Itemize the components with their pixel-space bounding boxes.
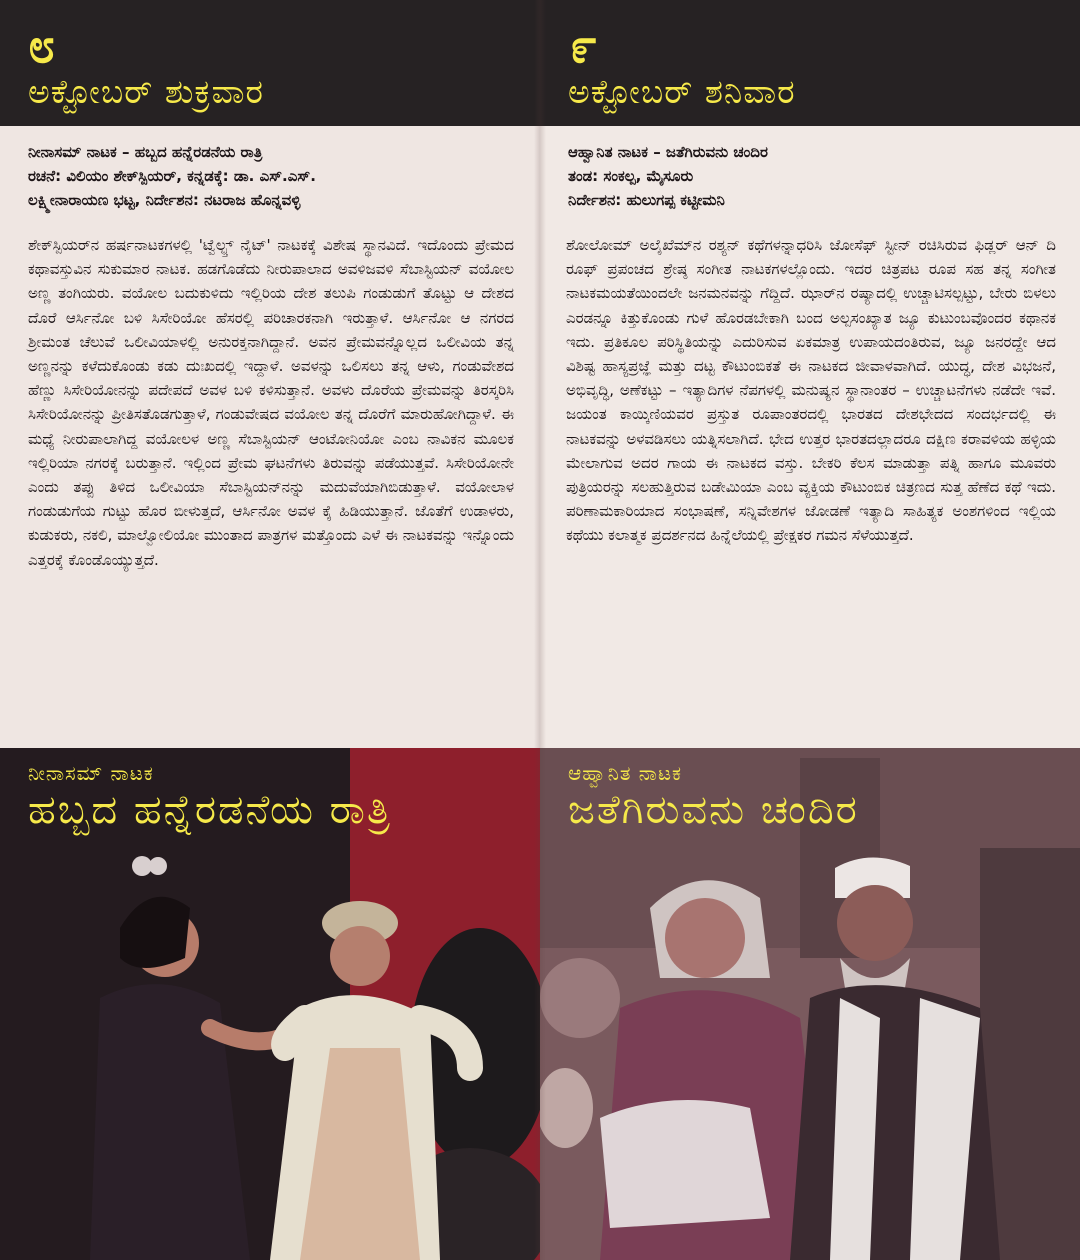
day-number-right: ೯ <box>570 18 597 74</box>
date-banner-left <box>0 0 540 126</box>
photo-title-left: ಹಬ್ಬದ ಹನ್ನೆರಡನೆಯ ರಾತ್ರಿ <box>28 787 392 833</box>
credit-line: ನೀನಾಸಮ್ ನಾಟಕ – ಹಬ್ಬದ ಹನ್ನೆರಡನೆಯ ರಾತ್ರಿ <box>28 143 263 161</box>
day-label-left: ಅಕ್ಟೋಬರ್ ಶುಕ್ರವಾರ <box>28 72 264 111</box>
stage-photo-left <box>0 748 540 1260</box>
day-number-left: ೮ <box>28 18 55 74</box>
day-label-right: ಅಕ್ಟೋಬರ್ ಶನಿವಾರ <box>568 72 796 111</box>
credit-line: ರಚನೆ: ವಿಲಿಯಂ ಶೇಕ್‌ಸ್ಪಿಯರ್, ಕನ್ನಡಕ್ಕೆ: ಡಾ. ಎಸ್.ಎಸ್. <box>28 167 316 185</box>
date-banner-right <box>540 0 1080 126</box>
synopsis-left: ಶೇಕ್‌ಸ್ಪಿಯರ್‌ನ ಹರ್ಷನಾಟಕಗಳಲ್ಲಿ 'ಟ್ವೆಲ್ಫ್ತ್ ನೈಟ್' ನಾಟಕಕ್ಕೆ ವಿಶೇಷ ಸ್ಥಾನವಿದೆ. ಇದೊಂದು ಪ್ರೇಮದ ಕಥಾವಸ್ತುವಿನ ಸುಕುಮಾರ ನಾಟಕ. ಹಡಗೊಡೆದು ನೀರುಪಾಲಾದ ಅವಳಿಜವಳಿ ಸೆಬಾಸ್ಟಿಯನ್ ವಯೋಲ ಅಣ್ಣ ತಂಗಿಯರು. ವಯೋಲ ಬದುಕುಳಿದು ಇಲ್ಲಿರಿಯ ದೇಶ ತಲುಪಿ ಗಂಡುಡುಗೆ ತೊಟ್ಟು ಆ ದೇಶದ ದೊರೆ ಆರ್ಸಿನೋ ಬಳಿ ಸಿಸೇರಿಯೋ ಹೆಸರಲ್ಲಿ ಪರಿಚಾರಕನಾಗಿ ಇರುತ್ತಾಳೆ. ಆರ್ಸಿನೋ ಆ ನಗರದ ಶ್ರೀಮಂತ ಚೆಲುವೆ ಒಲೀವಿಯಾಳಲ್ಲಿ ಅನುರಕ್ತನಾಗಿದ್ದಾನೆ. ಅವನ ಪ್ರೇಮವನ್ನೊಲ್ಲದ ಒಲೀವಿಯ ತನ್ನ ಅಣ್ಣನನ್ನು ಕಳೆದುಕೊಂಡು ಕಡು ದುಃಖದಲ್ಲಿ ಇದ್ದಾಳೆ. ಅವಳನ್ನು ಒಲಿಸಲು ತನ್ನ ಆಳು, ಗಂಡುವೇಶದ ಹೆಣ್ಣು ಸಿಸೇರಿಯೋನನ್ನು ಪದೇಪದೆ ಅವಳ ಬಳಿ ಕಳಿಸುತ್ತಾನೆ. ಅವಳು ದೊರೆಯ ಪ್ರೇಮವನ್ನು ತಿರಸ್ಕರಿಸಿ ಸಿಸೇರಿಯೋನನ್ನು ಪ್ರೀತಿಸತೊಡಗುತ್ತಾಳೆ, ಗಂಡುವೇಷದ ವಯೋಲ ತನ್ನ ದೊರೆಗೆ ಮಾರುಹೋಗಿದ್ದಾಳೆ. ಈ ಮಧ್ಯೆ ನೀರುಪಾಲಾಗಿದ್ದ ವಯೋಲಳ ಅಣ್ಣ ಸೆಬಾಸ್ಟಿಯನ್ ಆಂಟೋನಿಯೋ ಎಂಬ ನಾವಿಕನ ಮೂಲಕ ಇಲ್ಲಿರಿಯಾ ನಗರಕ್ಕೆ ಬರುತ್ತಾನೆ. ಇಲ್ಲಿಂದ ಪ್ರೇಮ ಘಟನೆಗಳು ತಿರುವನ್ನು ಪಡೆಯುತ್ತವೆ. ಸಿಸೇರಿಯೋನೇ ಎಂದು ತಪ್ಪು ತಿಳಿದ ಒಲೀವಿಯಾ ಸೆಬಾಸ್ಟಿಯನ್‌ನನ್ನು ಮದುವೆಯಾಗಿಬಿಡುತ್ತಾಳೆ. ವಯೋಲಾಳ ಗಂಡುಡುಗೆಯ ಗುಟ್ಟು ಹೊರ ಬೀಳುತ್ತದೆ, ಆರ್ಸಿನೋ ಅವಳ ಕೈ ಹಿಡಿಯುತ್ತಾನೆ. ಜೊತೆಗೆ ಉಡಾಳರು, ಕುಡುಕರು, ನಕಲಿ, ಮಾಲ್ವೋಲಿಯೋ ಮುಂತಾದ ಪಾತ್ರಗಳ ಮತ್ತೊಂದು ಎಳೆ ಈ ನಾಟಕವನ್ನು ಇನ್ನೊಂದು ಎತ್ತರಕ್ಕೆ ಕೊಂಡೊಯ್ಯುತ್ತದೆ. <box>28 236 514 569</box>
credit-line: ಆಹ್ವಾನಿತ ನಾಟಕ – ಜತೆಗಿರುವನು ಚಂದಿರ <box>568 143 768 161</box>
photo-kicker-right: ಆಹ್ವಾನಿತ ನಾಟಕ <box>568 761 683 785</box>
play-credits-right <box>568 140 1058 212</box>
photo-title-right: ಜತೆಗಿರುವನು ಚಂದಿರ <box>568 787 859 833</box>
photo-kicker-left: ನೀನಾಸಮ್ ನಾಟಕ <box>28 761 154 785</box>
credit-line: ಲಕ್ಷ್ಮೀನಾರಾಯಣ ಭಟ್ಟ, ನಿರ್ದೇಶನ: ನಟರಾಜ ಹೊನ್ನವಳ್ಳಿ <box>28 191 301 209</box>
play-credits-left <box>28 140 518 212</box>
right-column <box>540 0 1080 1260</box>
credit-line: ತಂಡ: ಸಂಕಲ್ಪ, ಮೈಸೂರು <box>568 167 694 185</box>
page-fold <box>534 0 546 1260</box>
credit-line: ನಿರ್ದೇಶನ: ಹುಲುಗಪ್ಪ ಕಟ್ಟೀಮನಿ <box>568 191 725 209</box>
stage-photo-right <box>540 748 1080 1260</box>
synopsis-right: ಶೋಲೋಮ್ ಅಲೈಖೆಮ್‌ನ ರಶ್ಯನ್ ಕಥೆಗಳನ್ನಾಧರಿಸಿ ಜೋಸೆಫ್ ಸ್ಟೀನ್ ರಚಿಸಿರುವ ಫಿಡ್ಲರ್ ಆನ್ ದಿ ರೂಫ್ ಪ್ರಪಂಚದ ಶ್ರೇಷ್ಠ ಸಂಗೀತ ನಾಟಕಗಳಲ್ಲೊಂದು. ಇದರ ಚಿತ್ರಪಟ ರೂಪ ಸಹ ತನ್ನ ಸಂಗೀತ ನಾಟಕಮಯತೆಯಿಂದಲೇ ಜನಮನವನ್ನು ಗೆದ್ದಿದೆ. ಝಾರ್‌ನ ರಷ್ಯಾದಲ್ಲಿ ಉಚ್ಚಾಟಿಸಲ್ಪಟ್ಟು, ಬೇರು ಬಿಳಲು ಎರಡನ್ನೂ ಕಿತ್ತುಕೊಂಡು ಗುಳೆ ಹೊರಡಬೇಕಾಗಿ ಬಂದ ಅಲ್ಪಸಂಖ್ಯಾತ ಜ್ಯೂ ಕುಟುಂಬವೊಂದರ ಕಥಾನಕ ಇದು. ಪ್ರತಿಕೂಲ ಪರಿಸ್ಥಿತಿಯನ್ನು ಎದುರಿಸುವ ಏಕಮಾತ್ರ ಉಪಾಯದಂತಿರುವ, ಜ್ಯೂ ಜನರದ್ದೇ ಆದ ವಿಶಿಷ್ಟ ಹಾಸ್ಯಪ್ರಜ್ಞೆ ಮತ್ತು ದಟ್ಟ ಕೌಟುಂಬಿಕತೆ ಈ ನಾಟಕದ ಜೀವಾಳವಾಗಿದೆ. ಯುದ್ಧ, ದೇಶ ವಿಭಜನೆ, ಅಭಿವೃದ್ಧಿ, ಅಣೆಕಟ್ಟು – ಇತ್ಯಾದಿಗಳ ನೆಪಗಳಲ್ಲಿ ಮನುಷ್ಯನ ಸ್ಥಾನಾಂತರ – ಉಚ್ಚಾಟನೆಗಳು ನಡೆದೇ ಇವೆ. ಜಯಂತ ಕಾಯ್ಕಿಣಿಯವರ ಪ್ರಸ್ತುತ ರೂಪಾಂತರದಲ್ಲಿ ಭಾರತದ ದೇಶಭೇದದ ಸಂದರ್ಭದಲ್ಲಿ ಈ ನಾಟಕವನ್ನು ಅಳವಡಿಸಲು ಯತ್ನಿಸಲಾಗಿದೆ. ಭೇದ ಉತ್ತರ ಭಾರತದಲ್ಲಾದರೂ ದಕ್ಷಿಣ ಕರಾವಳಿಯ ಹಳ್ಳಿಯ ಮೇಲಾಗುವ ಅದರ ಗಾಯ ಈ ನಾಟಕದ ವಸ್ತು. ಬೇಕರಿ ಕೆಲಸ ಮಾಡುತ್ತಾ ಪತ್ನಿ ಹಾಗೂ ಮೂವರು ಪುತ್ರಿಯರನ್ನು ಸಲಹುತ್ತಿರುವ ಬಡೇಮಿಯಾ ಎಂಬ ವ್ಯಕ್ತಿಯ ಕೌಟುಂಬಿಕ ಚಿತ್ರಣದ ಸುತ್ತ ಹೆಣೆದ ಕಥೆ ಇದು. ಪರಿಣಾಮಕಾರಿಯಾದ ಸಂಭಾಷಣೆ, ಸನ್ನಿವೇಶಗಳ ಜೋಡಣೆ ಇತ್ಯಾದಿ ಸಾಹಿತ್ಯಕ ಅಂಶಗಳಿಂದ ಇಲ್ಲಿಯ ಕಥೆಯು ಕಲಾತ್ಮಕ ಪ್ರದರ್ಶನದ ಹಿನ್ನೆಲೆಯಲ್ಲಿ ಪ್ರೇಕ್ಷಕರ ಗಮನ ಸೆಳೆಯುತ್ತದೆ. <box>566 236 1056 545</box>
